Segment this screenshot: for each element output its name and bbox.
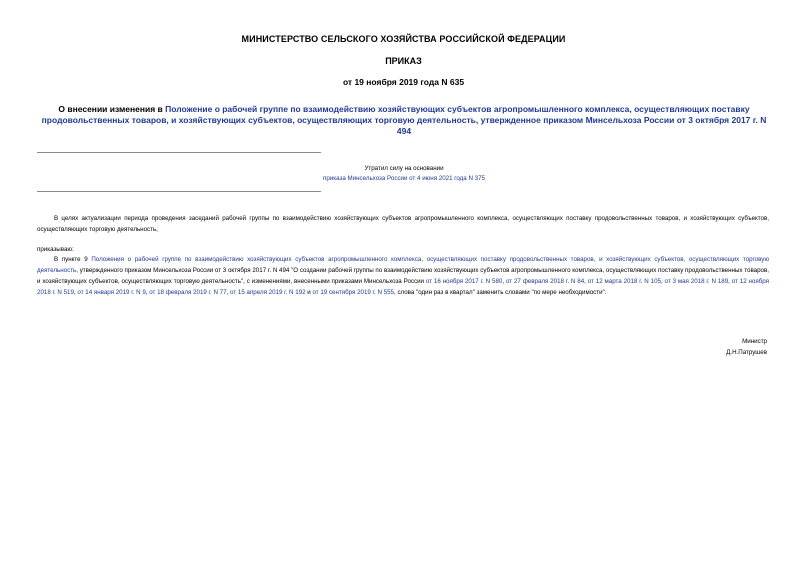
clause-text: , слова "один раз в квартал" заменить словами "по мере необходимости". bbox=[394, 289, 607, 296]
clause-link-amendment[interactable]: от 12 ноября 2018 г. N 519 bbox=[37, 278, 769, 296]
separator: , bbox=[584, 278, 588, 285]
divider-bottom bbox=[37, 191, 321, 192]
clause-link-amendment[interactable]: от 12 марта 2018 г. N 105 bbox=[587, 278, 661, 285]
separator: , bbox=[73, 289, 78, 296]
clause-link-amendment[interactable]: от 27 февраля 2018 г. N 84 bbox=[505, 278, 585, 285]
document-title bbox=[34, 104, 774, 137]
title-link-regulation[interactable]: Положение о рабочей группе по взаимодействию хозяйствующих субъектов агропромышленного комплекса, осуществляющих поставку продовольственных товаров, и хозяйствующих субъектов, осуществляющих торговую деятельность, утвержденное приказом Минсельхоза России от 3 октября 2017 г. N 494 bbox=[41, 104, 767, 136]
separator: , bbox=[226, 289, 231, 296]
lost-force-order-link[interactable]: приказа Минсельхоза России от 4 июня 2021 года N 375 bbox=[323, 175, 485, 182]
separator: , bbox=[502, 278, 506, 285]
order-word: приказываю: bbox=[37, 246, 74, 253]
clause-text: В пункте 9 bbox=[54, 256, 92, 263]
clause-paragraph bbox=[37, 254, 769, 298]
clause-link-amendment[interactable]: от 16 ноября 2017 г. N 580 bbox=[425, 278, 503, 285]
clause-link-amendment[interactable]: от 15 апреля 2019 г. N 192 bbox=[230, 289, 306, 296]
document-date-number: от 19 ноября 2019 года N 635 bbox=[342, 77, 465, 87]
clause-link-amendment[interactable]: от 18 февраля 2019 г. N 77 bbox=[149, 289, 227, 296]
divider-top bbox=[37, 152, 321, 153]
signature-position: Министр bbox=[742, 338, 767, 345]
separator: , bbox=[145, 289, 150, 296]
clause-link-amendment[interactable]: от 19 сентября 2019 г. N 555 bbox=[312, 289, 394, 296]
document-type: ПРИКАЗ bbox=[385, 56, 422, 66]
clause-link-regulation[interactable]: Положения о рабочей группе по взаимодействию хозяйствующих субъектов агропромышленного комплекса, осуществляющих поставку продовольственных товаров, и хозяйствующих субъектов, осуществляющих торговую деятельность bbox=[37, 256, 770, 274]
clause-text: , утвержденного приказом Минсельхоза России от 3 октября 2017 г. N 494 "О создании рабочей группы по взаимодействию хозяйствующих субъектов агропромышленного комплекса, осуществляющих поставку продовольственных товаров, и хозяйствующих субъектов, осуществляющих торговую деятельность", с изменениями, внесенными приказами Минсельхоза России bbox=[37, 267, 769, 285]
clause-link-amendment[interactable]: от 3 мая 2018 г. N 189 bbox=[664, 278, 729, 285]
lost-force-note: Утратил силу на основании bbox=[364, 165, 444, 172]
clause-link-amendment[interactable]: от 14 января 2019 г. N 9 bbox=[77, 289, 146, 296]
separator: , bbox=[728, 278, 732, 285]
signature-name: Д.Н.Патрушев bbox=[726, 349, 767, 356]
ministry-heading: МИНИСТЕРСТВО СЕЛЬСКОГО ХОЗЯЙСТВА РОССИЙСКОЙ ФЕДЕРАЦИИ bbox=[241, 34, 566, 44]
title-prefix: О внесении изменения в bbox=[58, 104, 166, 114]
separator: и bbox=[305, 289, 313, 296]
separator: , bbox=[660, 278, 665, 285]
preamble-paragraph: В целях актуализации периода проведения заседаний рабочей группы по взаимодействию хозяйствующих субъектов агропромышленного комплекса, осуществляющих поставку продовольственных товаров, и хозяйствующих субъектов, осуществляющих торговую деятельность, bbox=[37, 215, 769, 233]
